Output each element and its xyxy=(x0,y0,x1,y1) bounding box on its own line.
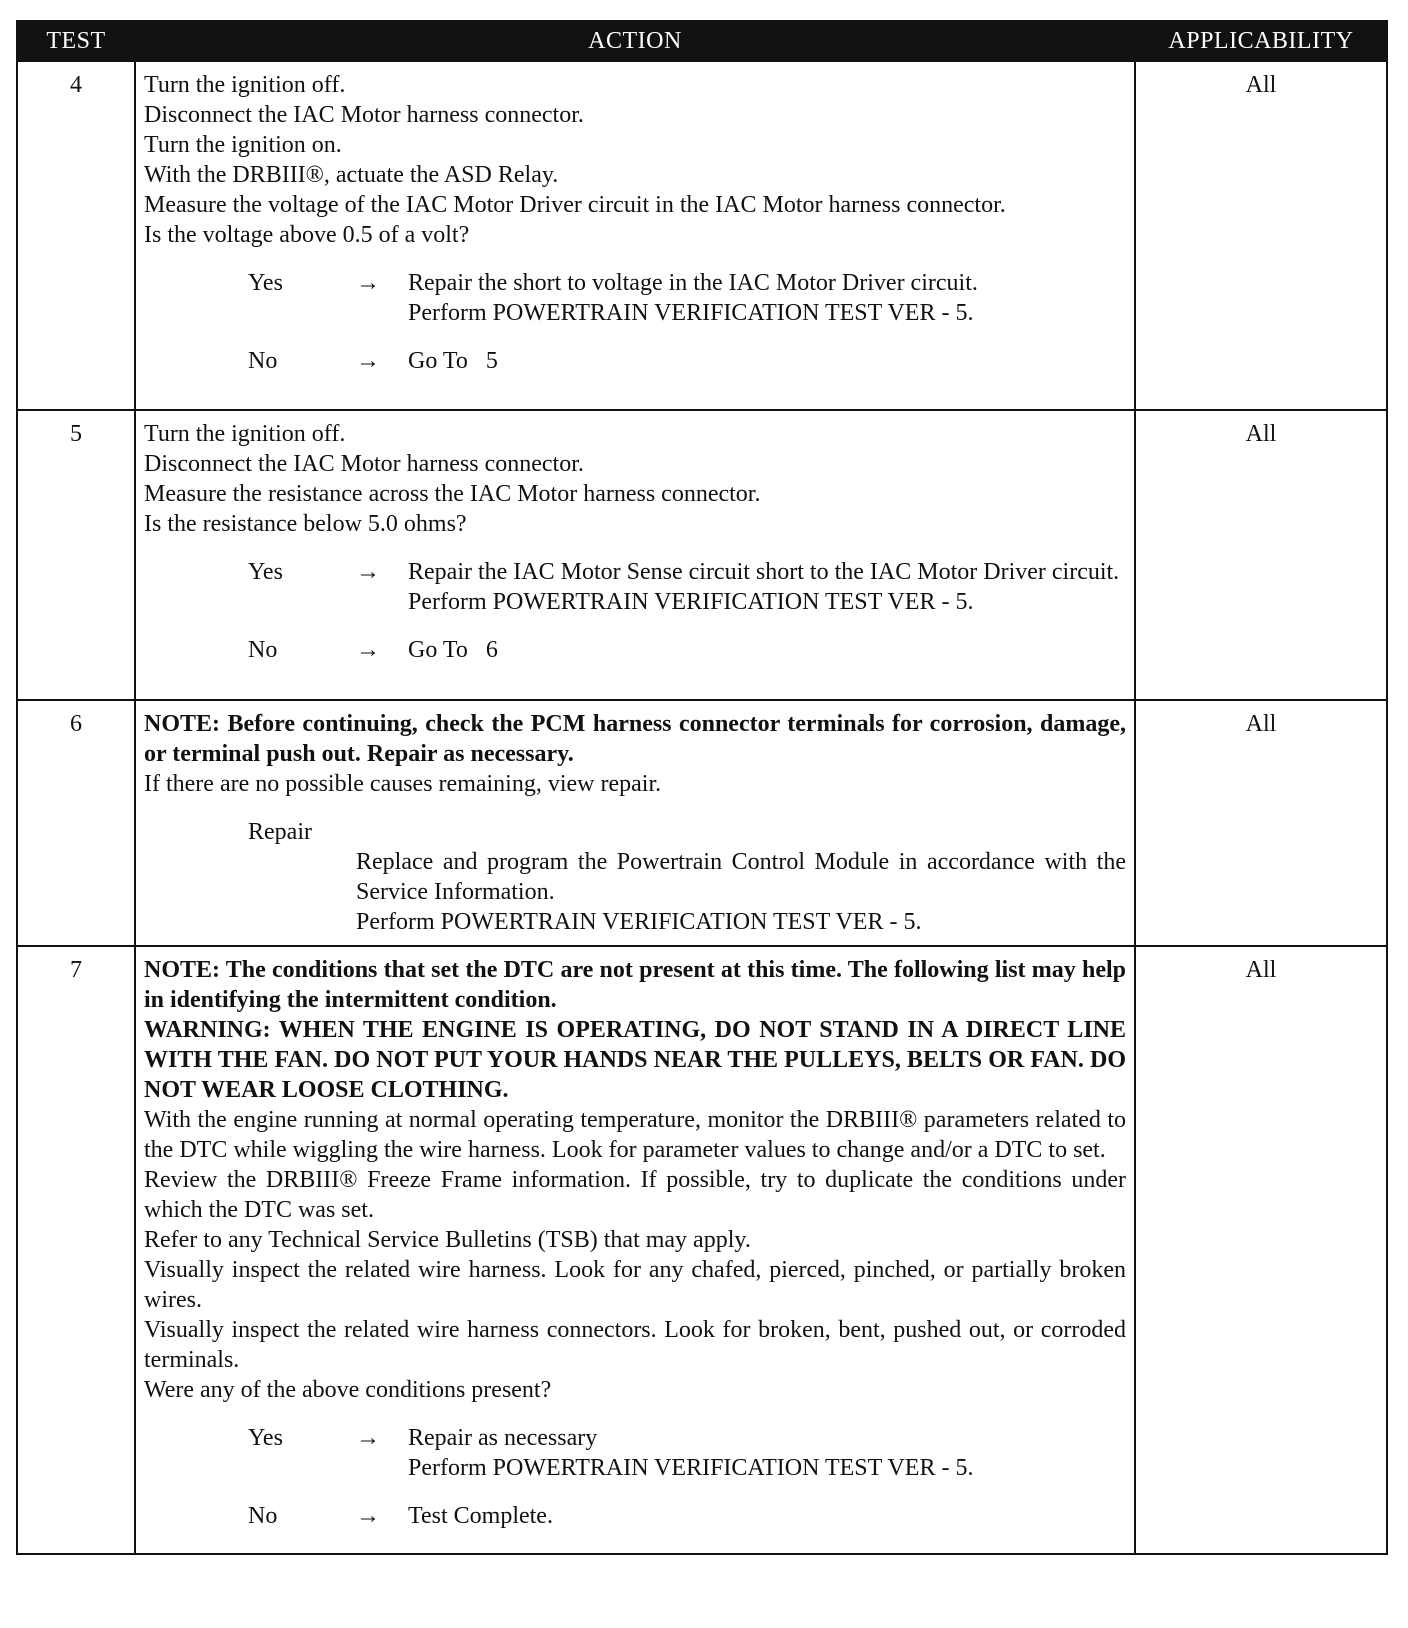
answer-label: Yes xyxy=(248,270,283,296)
answer-text: Perform POWERTRAIN VERIFICATION TEST VER - 5. xyxy=(408,589,974,615)
action-step: Disconnect the IAC Motor harness connector. xyxy=(144,451,584,477)
arrow-icon: → xyxy=(356,559,380,585)
action-cell xyxy=(135,946,1135,1554)
answer-text: Test Complete. xyxy=(408,1503,553,1529)
action-step: Disconnect the IAC Motor harness connector. xyxy=(144,102,584,128)
action-step: Visually inspect the related wire harness. Look for any chafed, pierced, pinched, or partially broken wires. xyxy=(144,1257,1126,1313)
action-step: Visually inspect the related wire harness connectors. Look for broken, bent, pushed out, or corroded terminals. xyxy=(144,1317,1126,1373)
applicability-cell: All xyxy=(1135,410,1387,700)
action-step: With the DRBIII®, actuate the ASD Relay. xyxy=(144,162,559,188)
action-question: Is the voltage above 0.5 of a volt? xyxy=(144,222,470,248)
applicability-cell: All xyxy=(1135,946,1387,1554)
warning-text: WARNING: WHEN THE ENGINE IS OPERATING, DO NOT STAND IN A DIRECT LINE WITH THE FAN. DO NOT PUT YOUR HANDS NEAR THE PULLEYS, BELTS OR FAN. DO NOT WEAR LOOSE CLOTHING. xyxy=(144,1017,1126,1103)
answer-label: Yes xyxy=(248,559,283,585)
action-cell xyxy=(135,700,1135,946)
table-header-row xyxy=(17,21,1387,61)
repair-text: Perform POWERTRAIN VERIFICATION TEST VER - 5. xyxy=(356,909,922,935)
header-test: TEST xyxy=(17,21,135,61)
action-step: Refer to any Technical Service Bulletins (TSB) that may apply. xyxy=(144,1227,751,1253)
action-question: Were any of the above conditions present? xyxy=(144,1377,552,1403)
answer-yes xyxy=(248,1423,1126,1483)
test-number: 5 xyxy=(17,410,135,700)
arrow-icon: → xyxy=(356,1425,380,1451)
answer-label: Yes xyxy=(248,1425,283,1451)
header-applicability: APPLICABILITY xyxy=(1135,21,1387,61)
test-number: 7 xyxy=(17,946,135,1554)
test-number: 6 xyxy=(17,700,135,946)
repair-label: Repair xyxy=(248,819,312,845)
action-step: Turn the ignition off. xyxy=(144,421,346,447)
action-cell xyxy=(135,61,1135,410)
test-number: 4 xyxy=(17,61,135,410)
answer-yes xyxy=(248,557,1126,617)
note-text: NOTE: Before continuing, check the PCM harness connector terminals for corrosion, damage, or terminal push out. Repair as necessary. xyxy=(144,711,1126,767)
action-step: If there are no possible causes remaining, view repair. xyxy=(144,771,662,797)
action-step: Measure the voltage of the IAC Motor Driver circuit in the IAC Motor harness connector. xyxy=(144,192,1006,218)
answer-text: Repair the short to voltage in the IAC Motor Driver circuit. xyxy=(408,270,978,296)
answer-text: Repair the IAC Motor Sense circuit short to the IAC Motor Driver circuit. xyxy=(408,559,1120,585)
test-row-6 xyxy=(17,700,1387,946)
answer-yes xyxy=(248,268,1126,328)
answer-no xyxy=(248,635,1126,665)
action-step: Turn the ignition off. xyxy=(144,72,346,98)
applicability-cell: All xyxy=(1135,700,1387,946)
test-row-4 xyxy=(17,61,1387,410)
note-text: NOTE: The conditions that set the DTC are not present at this time. The following list may help in identifying the intermittent condition. xyxy=(144,957,1126,1013)
action-step: Turn the ignition on. xyxy=(144,132,342,158)
answer-text: Perform POWERTRAIN VERIFICATION TEST VER - 5. xyxy=(408,300,974,326)
answer-text: Go To 5 xyxy=(408,348,498,374)
arrow-icon: → xyxy=(356,637,380,663)
test-row-5 xyxy=(17,410,1387,700)
repair-text: Replace and program the Powertrain Control Module in accordance with the Service Information. xyxy=(356,849,1126,905)
arrow-icon: → xyxy=(356,348,380,374)
header-action: ACTION xyxy=(135,21,1135,61)
answer-text: Perform POWERTRAIN VERIFICATION TEST VER - 5. xyxy=(408,1455,974,1481)
answer-no xyxy=(248,346,1126,376)
answer-label: No xyxy=(248,637,278,663)
arrow-icon: → xyxy=(356,1503,380,1529)
answer-label: No xyxy=(248,348,278,374)
repair-block xyxy=(144,817,1126,937)
action-step: With the engine running at normal operating temperature, monitor the DRBIII® parameters related to the DTC while wiggling the wire harness. Look for parameter values to change and/or a DTC to set. xyxy=(144,1107,1126,1163)
applicability-cell: All xyxy=(1135,61,1387,410)
diagnostic-test-table xyxy=(16,20,1388,1555)
answer-label: No xyxy=(248,1503,278,1529)
answer-no xyxy=(248,1501,1126,1531)
answer-text: Repair as necessary xyxy=(408,1425,598,1451)
arrow-icon: → xyxy=(356,270,380,296)
answer-text: Go To 6 xyxy=(408,637,498,663)
test-row-7 xyxy=(17,946,1387,1554)
action-step: Review the DRBIII® Freeze Frame information. If possible, try to duplicate the conditions under which the DTC was set. xyxy=(144,1167,1126,1223)
action-question: Is the resistance below 5.0 ohms? xyxy=(144,511,467,537)
action-step: Measure the resistance across the IAC Motor harness connector. xyxy=(144,481,761,507)
action-cell xyxy=(135,410,1135,700)
